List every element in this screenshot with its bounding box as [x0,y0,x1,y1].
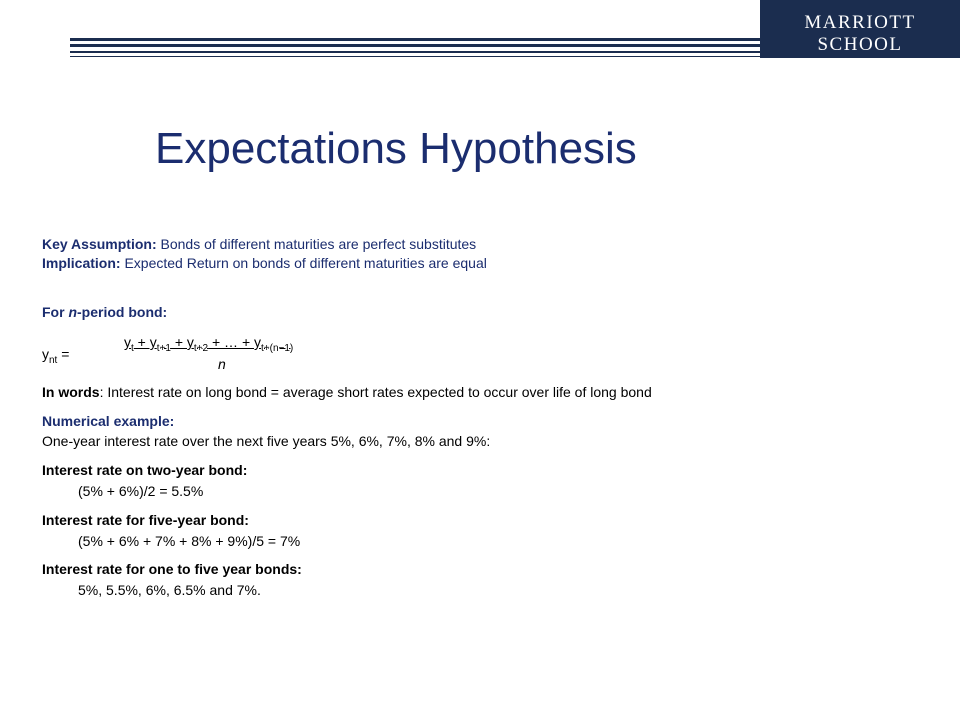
one-to-five-label: Interest rate for one to five year bonds: [42,561,302,577]
formula-sub: t+(n−1) [261,342,294,354]
numerical-example-text: One-year interest rate over the next five years 5%, 6%, 7%, 8% and 9%: [42,433,491,449]
slide-title: Expectations Hypothesis [155,124,637,173]
one-to-five-calc: 5%, 5.5%, 6%, 6.5% and 7%. [78,582,261,598]
formula-denominator: n [218,356,226,372]
formula-equals: = [57,346,70,362]
formula-term: + y [133,334,157,350]
header-line [70,38,760,41]
n-period-heading [42,304,167,320]
header-line [70,56,760,57]
header-line [70,44,760,47]
formula-sub: t+1 [156,342,171,354]
two-year-calc: (5% + 6%)/2 = 5.5% [78,483,204,499]
formula-term: + y [170,334,194,350]
formula-term: y [124,334,131,350]
two-year-label: Interest rate on two-year bond: [42,462,248,478]
formula-numerator [124,334,293,354]
formula-sub: t [131,342,134,354]
n-period-pre: For [42,304,69,320]
implication-line [42,255,487,271]
formula-sub: t+2 [193,342,209,354]
five-year-calc: (5% + 6% + 7% + 8% + 9%)/5 = 7% [78,533,301,549]
logo-subtitle: BRIGHAM YOUNG UNIVERSITY [770,58,950,69]
n-period-n: n [68,304,78,320]
five-year-label: Interest rate for five-year bond: [42,512,249,528]
formula-lhs-sub: nt [49,354,58,366]
implication-text: Expected Return on bonds of different maturities are equal [124,255,487,271]
key-assumption-line [42,236,476,252]
key-assumption-text: Bonds of different maturities are perfect substitutes [160,236,477,252]
implication-label: Implication: [42,255,121,271]
in-words-label: In words [42,384,100,400]
school-logo [760,0,960,69]
header-line [70,51,760,53]
formula-lhs [42,346,69,366]
in-words-text: : Interest rate on long bond = average short rates expected to occur over life of long bond [99,384,652,400]
logo-title: MARRIOTT SCHOOL [804,12,916,55]
n-period-post: -period bond: [77,304,168,320]
formula-term: + … + y [208,334,262,350]
numerical-example-label: Numerical example: [42,413,175,429]
in-words-line [42,384,652,400]
formula-lhs-y: y [42,346,49,362]
key-assumption-label: Key Assumption: [42,236,157,252]
